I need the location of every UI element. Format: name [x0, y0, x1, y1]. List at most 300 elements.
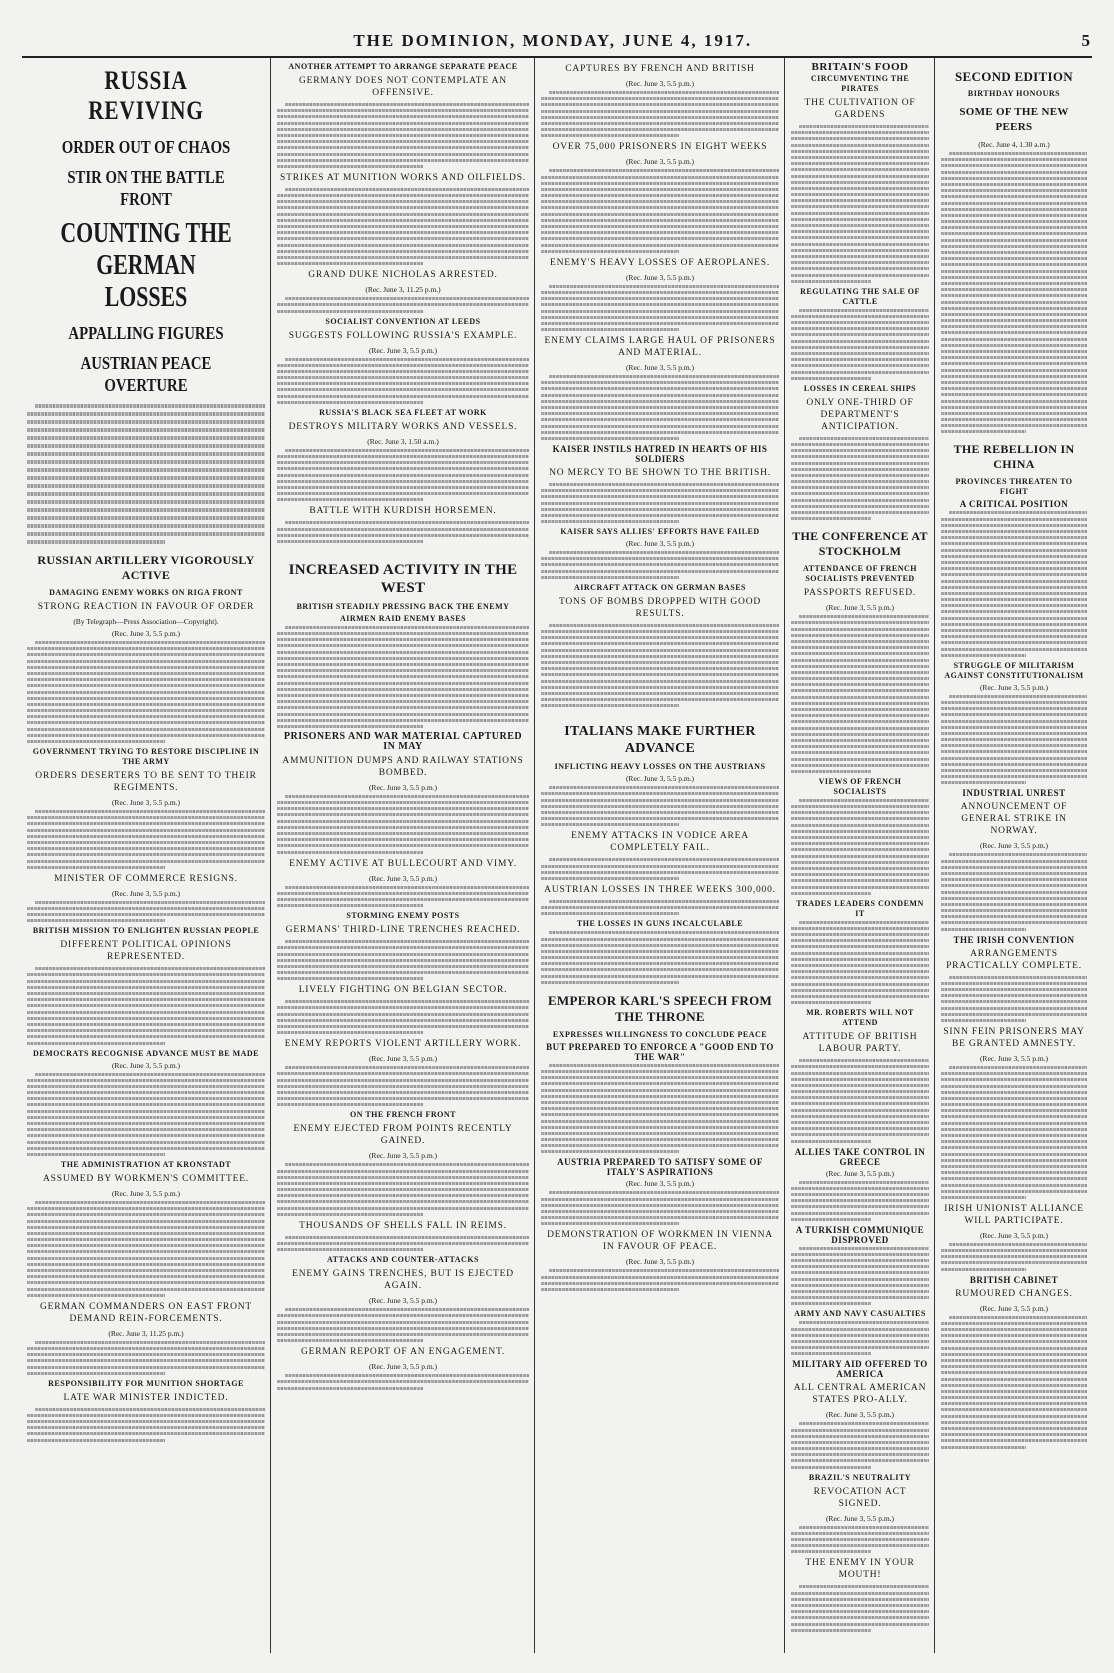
- text-line: [941, 158, 1087, 161]
- text-line: [941, 356, 1087, 359]
- text-line: [941, 750, 1087, 753]
- received-stamp: (Rec. June 3, 5.5 p.m.): [625, 363, 695, 373]
- text-line: [791, 989, 929, 992]
- text-line: [791, 480, 929, 483]
- text-line: [541, 799, 779, 802]
- text-line: [27, 1103, 265, 1106]
- text-line: [27, 1372, 165, 1375]
- text-line: [27, 721, 265, 724]
- text-line: [941, 418, 1087, 421]
- text-line: [277, 461, 529, 464]
- text-line: [277, 1182, 529, 1185]
- text-line: [35, 810, 265, 813]
- text-line: [27, 452, 265, 456]
- text-line: [941, 164, 1087, 167]
- article-body: [277, 297, 529, 312]
- text-line: [941, 1328, 1087, 1331]
- text-line: [277, 953, 529, 956]
- text-line: [27, 1023, 265, 1026]
- text-line: [791, 249, 929, 252]
- text-line: [941, 171, 1087, 174]
- text-line: [285, 297, 529, 300]
- section-heading: THE LOSSES IN GUNS INCALCULABLE: [576, 919, 744, 929]
- subheading: ANNOUNCEMENT OF GENERAL STRIKE IN NORWAY.: [960, 802, 1068, 837]
- section-heading: GERMAN COMMANDERS ON EAST FRONT DEMAND REIN-FORCEMENTS.: [39, 1301, 252, 1324]
- text-line: [27, 1232, 265, 1235]
- text-line: [941, 1072, 1087, 1075]
- text-line: [27, 1281, 265, 1284]
- received-stamp: (Rec. June 3, 5.5 p.m.): [625, 539, 695, 549]
- text-line: [791, 1352, 871, 1355]
- text-line: [791, 1115, 929, 1118]
- text-line: [277, 165, 423, 168]
- text-line: [27, 1134, 265, 1137]
- column-divider: [270, 58, 271, 1653]
- text-line: [941, 1190, 1087, 1193]
- text-line: [791, 892, 871, 895]
- article-body: [941, 1066, 1087, 1199]
- text-line: [941, 707, 1087, 710]
- subheading: STRONG REACTION IN FAVOUR OF ORDER: [37, 602, 255, 612]
- article-body: [27, 967, 265, 1044]
- text-line: [285, 795, 529, 798]
- text-line: [27, 1288, 265, 1291]
- text-line: [541, 1216, 779, 1219]
- text-line: [791, 468, 929, 471]
- text-line: [277, 250, 529, 253]
- text-line: [941, 282, 1087, 285]
- date-line: THE DOMINION, MONDAY, JUNE 4, 1917.: [353, 31, 753, 50]
- text-line: [941, 654, 1026, 657]
- text-line: [27, 492, 265, 496]
- section-heading: BRITAIN'S FOOD: [811, 61, 909, 73]
- text-line: [541, 811, 779, 814]
- text-line: [791, 162, 929, 165]
- text-line: [541, 680, 779, 683]
- text-line: [941, 1446, 1026, 1449]
- text-line: [277, 244, 529, 247]
- text-line: [27, 1029, 265, 1032]
- subheading: DIFFERENT POLITICAL OPINIONS REPRESENTED.: [60, 940, 232, 963]
- text-line: [791, 1598, 929, 1601]
- text-line: [941, 183, 1087, 186]
- text-line: [791, 739, 929, 742]
- text-line: [941, 720, 1087, 723]
- section-heading: ALLIES TAKE CONTROL IN GREECE: [794, 1146, 926, 1167]
- text-line: [791, 764, 929, 767]
- article-body: [541, 624, 779, 707]
- text-line: [277, 231, 529, 234]
- text-line: [941, 1134, 1087, 1137]
- section-heading: ATTACKS AND COUNTER-ATTACKS: [326, 1255, 480, 1265]
- text-line: [791, 640, 929, 643]
- text-line: [541, 871, 779, 874]
- masthead-rule: [22, 56, 1092, 58]
- subheading: ENEMY EJECTED FROM POINTS RECENTLY GAINED.: [293, 1124, 513, 1147]
- text-line: [277, 682, 529, 685]
- article-body: [541, 858, 779, 880]
- text-line: [941, 561, 1087, 564]
- text-line: [941, 726, 1087, 729]
- text-line: [27, 516, 265, 520]
- text-line: [27, 734, 265, 737]
- text-line: [791, 939, 929, 942]
- received-stamp: (Rec. June 3, 5.5 p.m.): [625, 1179, 695, 1189]
- subheading: ALL CENTRAL AMERICAN STATES PRO-ALLY.: [793, 1383, 927, 1406]
- text-line: [27, 1414, 265, 1417]
- article-body: [541, 551, 779, 579]
- text-line: [541, 495, 779, 498]
- subheading: INFLICTING HEAVY LOSSES ON THE AUSTRIANS: [554, 762, 766, 772]
- received-stamp: (Rec. June 3, 5.5 p.m.): [825, 1168, 895, 1178]
- text-line: [27, 860, 265, 863]
- section-heading: A TURKISH COMMUNIQUE DISPROVED: [795, 1224, 925, 1245]
- text-line: [541, 1126, 779, 1129]
- text-line: [791, 933, 929, 936]
- subheading: ASSUMED BY WORKMEN'S COMMITTEE.: [43, 1173, 249, 1184]
- text-line: [541, 649, 779, 652]
- article-body: [277, 1163, 529, 1216]
- article-body: [541, 1064, 779, 1154]
- text-line: [941, 738, 1087, 741]
- received-stamp: (Rec. June 3, 5.5 p.m.): [625, 272, 695, 282]
- article-body: [277, 1374, 529, 1389]
- text-line: [941, 294, 1087, 297]
- text-line: [791, 340, 929, 343]
- text-line: [27, 835, 265, 838]
- text-line: [791, 1334, 929, 1337]
- text-line: [941, 1078, 1087, 1081]
- article-body: [791, 1526, 929, 1554]
- text-line: [541, 244, 779, 247]
- text-line: [277, 1025, 529, 1028]
- text-line: [277, 700, 529, 703]
- text-line: [799, 1321, 929, 1324]
- text-line: [791, 144, 929, 147]
- text-line: [27, 500, 265, 504]
- text-line: [791, 873, 929, 876]
- text-line: [941, 921, 1087, 924]
- text-line: [541, 250, 679, 253]
- section-heading: GERMAN REPORT OF AN ENGAGEMENT.: [300, 1347, 506, 1358]
- article-body: [277, 795, 529, 854]
- section-heading: DEMOCRATS RECOGNISE ADVANCE MUST BE MADE: [32, 1048, 260, 1058]
- text-line: [277, 838, 529, 841]
- text-line: [791, 212, 929, 215]
- text-line: [541, 642, 779, 645]
- text-line: [791, 1284, 929, 1287]
- text-line: [541, 219, 779, 222]
- text-line: [35, 901, 265, 904]
- text-line: [27, 1420, 265, 1423]
- text-line: [541, 502, 779, 505]
- text-line: [791, 168, 929, 171]
- text-line: [541, 557, 779, 560]
- text-line: [277, 663, 529, 666]
- text-line: [541, 381, 779, 384]
- subheading: ORDERS DESERTERS TO BE SENT TO THEIR REGIMENTS.: [35, 771, 257, 793]
- text-line: [941, 1019, 1026, 1022]
- text-line: [791, 511, 929, 514]
- text-line: [791, 1459, 929, 1462]
- text-line: [27, 540, 165, 544]
- text-line: [791, 1001, 871, 1004]
- text-line: [941, 781, 1026, 784]
- section-heading: ITALIANS MAKE FURTHER ADVANCE: [564, 724, 756, 757]
- article-body: [27, 1073, 265, 1156]
- section-heading: GRAND DUKE NICHOLAS ARRESTED.: [308, 270, 498, 281]
- section-heading: TRADES LEADERS CONDEMN IT: [796, 898, 924, 918]
- text-line: [791, 1084, 929, 1087]
- text-line: [27, 822, 265, 825]
- text-line: [941, 1378, 1087, 1381]
- text-line: [941, 1347, 1087, 1350]
- text-line: [941, 1091, 1087, 1094]
- text-line: [27, 853, 265, 856]
- received-stamp: (Rec. June 3, 5.5 p.m.): [368, 782, 438, 792]
- text-line: [941, 775, 1087, 778]
- text-line: [941, 1421, 1087, 1424]
- text-line: [791, 1296, 929, 1299]
- subheading: GERMANY DOES NOT CONTEMPLATE AN OFFENSIVE.: [299, 76, 507, 98]
- text-line: [549, 624, 779, 627]
- article-body: [541, 786, 779, 826]
- headline-austrian-peace: AUSTRIAN PEACE OVERTURE: [80, 353, 212, 395]
- text-line: [791, 261, 929, 264]
- text-line: [541, 975, 779, 978]
- text-line: [285, 358, 529, 361]
- text-line: [541, 1282, 779, 1285]
- section-heading: OVER 75,000 PRISONERS IN EIGHT WEEKS: [552, 142, 768, 153]
- text-line: [27, 728, 265, 731]
- text-line: [791, 443, 929, 446]
- text-line: [277, 1031, 423, 1034]
- subheading: A CRITICAL POSITION: [959, 499, 1069, 510]
- text-line: [27, 1359, 265, 1362]
- text-line: [541, 1120, 779, 1123]
- text-line: [941, 1184, 1087, 1187]
- text-line: [941, 982, 1087, 985]
- text-line: [277, 1079, 529, 1082]
- text-line: [941, 338, 1087, 341]
- text-line: [941, 592, 1087, 595]
- text-line: [541, 865, 779, 868]
- text-line: [791, 137, 929, 140]
- received-stamp: (Rec. June 3, 5.5 p.m.): [368, 1362, 438, 1372]
- text-line: [791, 243, 929, 246]
- text-line: [791, 665, 929, 668]
- text-line: [35, 1341, 265, 1344]
- text-line: [541, 1150, 679, 1153]
- section-heading: IRISH UNIONIST ALLIANCE WILL PARTICIPATE.: [944, 1203, 1084, 1226]
- subheading: PROVINCES THREATEN TO FIGHT: [955, 477, 1073, 497]
- text-line: [277, 965, 529, 968]
- column-1: [22, 60, 270, 1653]
- text-line: [285, 103, 529, 106]
- text-line: [941, 903, 1087, 906]
- text-line: [791, 824, 929, 827]
- text-line: [791, 1532, 929, 1535]
- text-line: [791, 1623, 929, 1626]
- text-line: [941, 610, 1087, 613]
- text-line: [541, 1204, 779, 1207]
- text-line: [27, 715, 265, 718]
- received-stamp: (Rec. June 3, 5.5 p.m.): [825, 1513, 895, 1523]
- text-line: [277, 1019, 529, 1022]
- section-heading: ENEMY'S HEAVY LOSSES OF AEROPLANES.: [549, 257, 770, 268]
- text-line: [285, 1236, 529, 1239]
- text-line: [791, 758, 929, 761]
- text-line: [941, 629, 1087, 632]
- text-line: [791, 1205, 929, 1208]
- text-line: [791, 1187, 929, 1190]
- text-line: [941, 412, 1087, 415]
- text-line: [277, 651, 529, 654]
- text-line: [941, 635, 1087, 638]
- text-line: [791, 634, 929, 637]
- text-line: [941, 288, 1087, 291]
- text-line: [27, 1141, 265, 1144]
- text-line: [791, 817, 929, 820]
- received-stamp: (Rec. June 3, 5.5 p.m.): [368, 1296, 438, 1306]
- text-line: [941, 195, 1087, 198]
- text-line: [277, 1091, 529, 1094]
- subheading: ATTENDANCE OF FRENCH SOCIALISTS PREVENTED: [802, 564, 917, 584]
- subheading: RUMOURED CHANGES.: [955, 1288, 1073, 1299]
- text-line: [941, 1153, 1087, 1156]
- text-line: [541, 667, 779, 670]
- text-line: [791, 983, 929, 986]
- section-heading: ANOTHER ATTEMPT TO ARRANGE SEPARATE PEACE: [288, 62, 518, 71]
- text-line: [791, 327, 929, 330]
- text-line: [791, 945, 929, 948]
- masthead: [24, 30, 1090, 52]
- text-line: [941, 1402, 1087, 1405]
- text-line: [541, 508, 779, 511]
- text-line: [541, 655, 779, 658]
- text-line: [791, 995, 929, 998]
- text-line: [277, 480, 529, 483]
- text-line: [949, 1066, 1087, 1069]
- text-line: [277, 1333, 529, 1336]
- subheading: EXPRESSES WILLINGNESS TO CONCLUDE PEACE: [552, 1029, 768, 1039]
- article-body: [277, 521, 529, 543]
- text-line: [27, 647, 265, 650]
- section-heading: STORMING ENEMY POSTS: [346, 911, 460, 921]
- text-line: [799, 615, 929, 618]
- text-line: [277, 219, 529, 222]
- subheading: REVOCATION ACT SIGNED.: [813, 1486, 907, 1509]
- text-line: [27, 484, 265, 488]
- text-line: [941, 1196, 1026, 1199]
- text-line: [941, 1007, 1087, 1010]
- text-line: [791, 671, 929, 674]
- text-line: [27, 919, 165, 922]
- text-line: [541, 418, 779, 421]
- text-line: [27, 524, 265, 528]
- headline-russia-reviving: RUSSIA REVIVING: [88, 66, 204, 125]
- text-line: [541, 1113, 779, 1116]
- text-line: [277, 109, 529, 112]
- text-line: [277, 128, 529, 131]
- section-heading: MR. ROBERTS WILL NOT ATTEND: [806, 1008, 914, 1028]
- headline-counting-german-losses: COUNTING THE GERMAN LOSSES: [60, 218, 232, 313]
- text-line: [941, 307, 1087, 310]
- byline: (By Telegraph—Press Association—Copyright).: [73, 617, 219, 626]
- text-line: [941, 1109, 1087, 1112]
- text-line: [277, 492, 529, 495]
- text-line: [791, 964, 929, 967]
- text-line: [541, 692, 779, 695]
- text-line: [941, 1171, 1087, 1174]
- text-line: [277, 401, 423, 404]
- text-line: [941, 769, 1087, 772]
- text-line: [277, 364, 529, 367]
- article-body: [541, 91, 779, 137]
- text-line: [27, 1257, 265, 1260]
- text-line: [277, 844, 529, 847]
- article-body: [277, 626, 529, 728]
- article-body: [277, 1066, 529, 1106]
- text-line: [941, 878, 1087, 881]
- text-line: [277, 262, 423, 265]
- text-line: [277, 388, 529, 391]
- text-line: [941, 1122, 1087, 1125]
- text-line: [541, 1288, 679, 1291]
- text-line: [941, 732, 1087, 735]
- text-line: [791, 830, 929, 833]
- text-line: [549, 1064, 779, 1067]
- text-line: [541, 906, 779, 909]
- text-line: [541, 563, 779, 566]
- text-line: [541, 1222, 679, 1225]
- column-divider: [934, 58, 935, 1653]
- received-stamp: (Rec. June 3, 5.5 p.m.): [979, 1230, 1049, 1240]
- received-stamp: (Rec. June 3, 5.5 p.m.): [368, 345, 438, 355]
- article-body: [27, 901, 265, 923]
- text-line: [541, 805, 779, 808]
- text-line: [791, 1065, 929, 1068]
- received-stamp: (Rec. June 3, 5.5 p.m.): [825, 1410, 895, 1420]
- column-3: [536, 60, 784, 1653]
- text-line: [277, 206, 529, 209]
- text-line: [549, 1191, 779, 1194]
- text-line: [541, 962, 779, 965]
- text-line: [791, 958, 929, 961]
- text-line: [791, 187, 929, 190]
- text-line: [791, 255, 929, 258]
- text-line: [941, 1340, 1087, 1343]
- text-line: [941, 1261, 1087, 1264]
- text-line: [799, 1247, 929, 1250]
- text-line: [541, 231, 779, 234]
- text-line: [541, 912, 679, 915]
- text-line: [541, 134, 679, 137]
- text-line: [791, 517, 871, 520]
- text-line: [277, 706, 529, 709]
- text-line: [277, 694, 529, 697]
- text-line: [799, 921, 929, 924]
- article-body: [541, 1191, 779, 1225]
- section-heading: KAISER INSTILS HATRED IN HEARTS OF HIS SOLDIERS: [552, 443, 768, 464]
- text-line: [27, 1244, 265, 1247]
- text-line: [791, 486, 929, 489]
- text-line: [27, 913, 265, 916]
- text-line: [27, 1220, 265, 1223]
- subheading: PASSPORTS REFUSED.: [803, 588, 917, 599]
- section-heading: SECOND EDITION: [955, 69, 1073, 84]
- section-heading: THE ADMINISTRATION AT KRONSTADT: [60, 1159, 232, 1169]
